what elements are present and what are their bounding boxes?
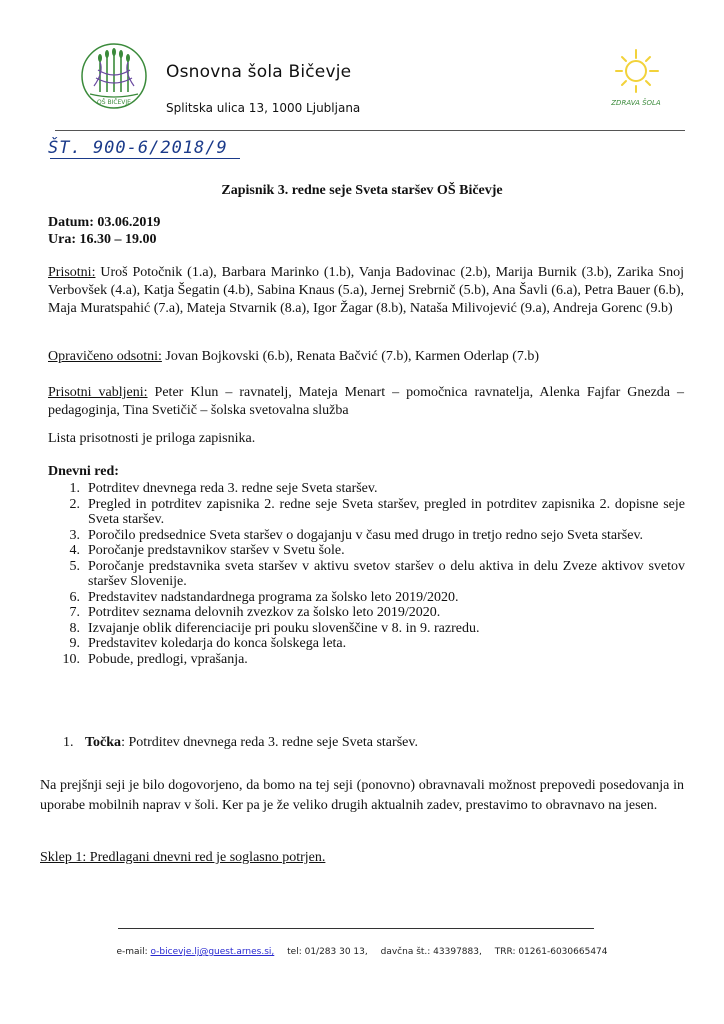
agenda-list	[60, 481, 685, 667]
agenda-item: 8. Izvajanje oblik diferenciacije pri pouku slovenščine v 8. in 9. razredu.	[69, 620, 480, 636]
present-list: Uroš Potočnik (1.a), Barbara Marinko (1.b), Vanja Badovinac (2.b), Marija Burnik (3.b), Zarika Snoj Verbovšek (4.a), Katja Šegatin (4.b), Sabina Knaus (5.a), Jernej Srebrnič (5.b), Ana Šavli (6.a), Petra Bauer (6.b), Maja Muratspahić (7.a), Mateja Stvarnik (8.a), Igor Žagar (8.b), Nataša Milivojević (9.a), Andreja Gorenc (9.b)	[48, 265, 684, 316]
guests-label: Prisotni vabljeni:	[48, 385, 148, 400]
footer-email-label: e-mail:	[116, 947, 148, 957]
point-heading	[63, 735, 418, 751]
meeting-time: Ura: 16.30 – 19.00	[48, 232, 157, 247]
guests-paragraph	[48, 384, 684, 420]
healthy-school-logo	[598, 46, 674, 110]
reference-number: ŠT. 900-6/2018/9	[48, 138, 228, 158]
header-divider	[55, 130, 685, 131]
reference-underline	[50, 158, 240, 159]
school-logo	[80, 42, 148, 110]
agenda-item: 4. Poročanje predstavnikov staršev v Svetu šole.	[69, 543, 345, 558]
logo-caption-right: ZDRAVA ŠOLA	[611, 99, 661, 107]
agenda-item: 2. Pregled in potrditev zapisnika 2. redne seje Sveta staršev, pregled in potrditev zapisnika 2. dopisne seje Sveta staršev.	[69, 496, 685, 527]
excused-list: Jovan Bojkovski (6.b), Renata Bačvić (7.b), Karmen Oderlap (7.b)	[161, 349, 540, 364]
agenda-item: 3. Poročilo predsednice Sveta staršev o dogajanju v času med drugo in tretjo redno sejo Sveta staršev.	[69, 527, 644, 543]
present-paragraph	[48, 264, 684, 318]
agenda-item: 7. Potrditev seznama delovnih zvezkov za šolsko leto 2019/2020.	[69, 605, 441, 620]
point-number: 1.	[63, 735, 74, 750]
excused-label: Opravičeno odsotni:	[48, 349, 162, 364]
meeting-date: Datum: 03.06.2019	[48, 215, 161, 230]
resolution: Sklep 1: Predlagani dnevni red je soglasno potrjen.	[40, 850, 326, 865]
logo-caption: OŠ BIČEVJE	[97, 99, 131, 106]
footer-bank-account: TRR: 01261-6030665474	[494, 947, 608, 957]
attendance-note: Lista prisotnosti je priloga zapisnika.	[48, 431, 256, 446]
body-paragraph: Na prejšnji seji je bilo dogovorjeno, da bomo na tej seji (ponovno) obravnavali možnost prepovedi posedovanja in uporabe mobilnih naprav v šoli. Ker pa je že veliko drugih aktualnih zadev, prestavimo to obravnavo na jesen.	[40, 778, 684, 813]
point-text: : Potrditev dnevnega reda 3. redne seje Sveta staršev.	[121, 735, 418, 750]
school-address: Splitska ulica 13, 1000 Ljubljana	[166, 101, 361, 115]
agenda-item: 6. Predstavitev nadstandardnega programa za šolsko leto 2019/2020.	[69, 589, 459, 605]
point-label: Točka	[85, 735, 122, 750]
excused-paragraph	[48, 348, 684, 366]
footer	[0, 947, 724, 957]
document-title: Zapisnik 3. redne seje Sveta staršev OŠ Bičevje	[221, 183, 503, 198]
footer-email-link[interactable]: o-bicevje.lj@guest.arnes.si,	[150, 947, 275, 957]
agenda-item: 10. Pobude, predlogi, vprašanja.	[62, 651, 248, 667]
agenda-item: 9. Predstavitev koledarja do konca šolskega leta.	[69, 636, 347, 651]
footer-phone: tel: 01/283 30 13,	[287, 947, 368, 957]
agenda-item: 1. Potrditev dnevnega reda 3. redne seje Sveta staršev.	[69, 481, 378, 496]
footer-tax-number: davčna št.: 43397883,	[380, 947, 482, 957]
guests-list: Peter Klun – ravnatelj, Mateja Menart – pomočnica ravnatelja, Alenka Fajfar Gnezda – pedagoginja, Tina Svetičič – šolska svetovalna služba	[48, 385, 684, 418]
agenda-title: Dnevni red:	[48, 464, 119, 479]
agenda-item: 5. Poročanje predstavnika sveta staršev v aktivu svetov staršev o delu aktiva in delu Zveze aktivov svetov staršev Slovenije.	[69, 558, 685, 589]
footer-divider	[118, 928, 594, 929]
school-name: Osnovna šola Bičevje	[166, 62, 352, 82]
present-label: Prisotni:	[48, 265, 96, 280]
